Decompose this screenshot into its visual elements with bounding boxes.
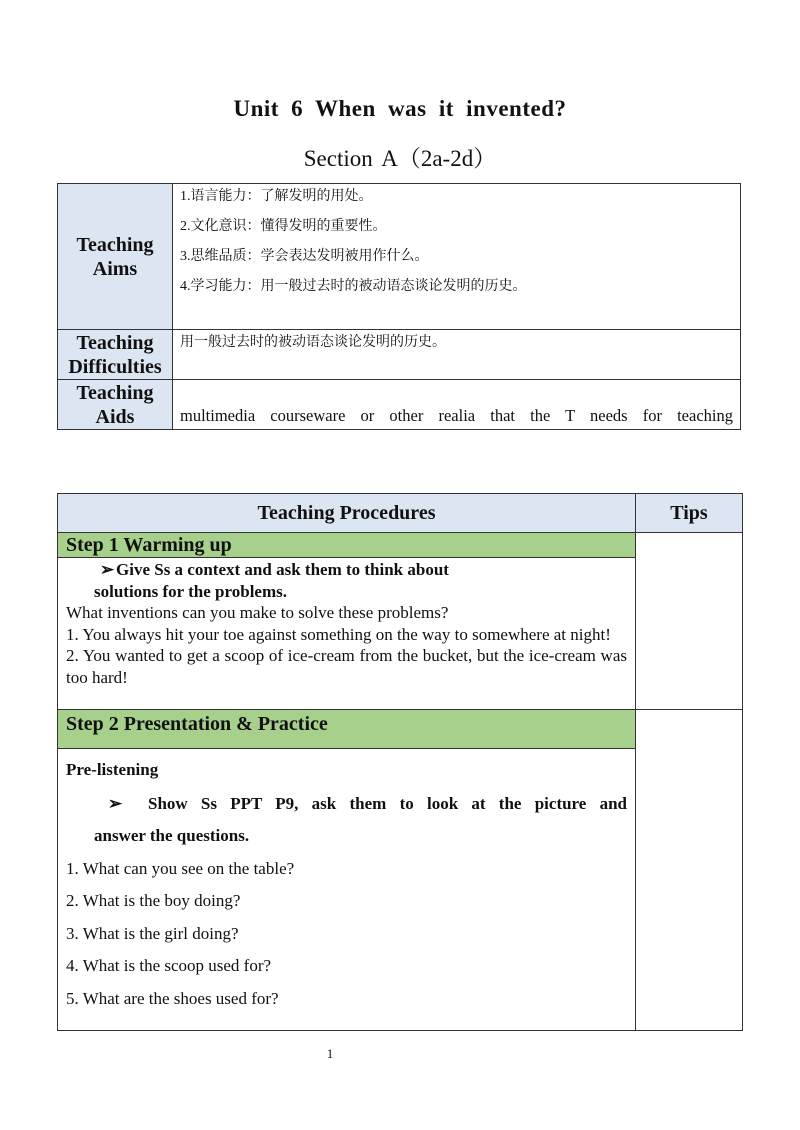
tips-header: Tips (636, 494, 743, 533)
aids-text: multimedia courseware or other realia that the T needs for teaching (180, 406, 733, 425)
step2-question: 4. What is the scoop used for? (66, 956, 272, 975)
step2-body (58, 749, 636, 1031)
step2-question: 2. What is the boy doing? (66, 891, 241, 910)
aids-label-text: Teaching Aids (76, 381, 154, 428)
arrow-bullet-icon: ➢ (100, 560, 115, 579)
aim-item: 1.语言能力：了解发明的用处。 (180, 189, 373, 204)
difficulties-content: 用一般过去时的被动语态谈论发明的历史。 (173, 330, 741, 380)
aids-row (58, 380, 741, 430)
step2-question: 1. What can you see on the table? (66, 858, 295, 878)
step2-question: 5. What are the shoes used for? (66, 988, 279, 1008)
step1-tips-cell (636, 533, 743, 710)
document-subtitle: Section A（2a-2d） (303, 146, 497, 171)
step2-question: 3. What is the girl doing? (66, 923, 239, 943)
step1-bullet-text: Give Ss a context and ask them to think about (116, 560, 449, 579)
step2-bullet-text: Show Ss PPT P9, ask them to look at the picture and (148, 794, 627, 813)
step1-item-2: 2. You wanted to get a scoop of ice-cream from the bucket, but the ice-cream was too hard! (66, 646, 627, 687)
step1-bullet (66, 559, 627, 581)
aims-row (58, 184, 741, 330)
step1-title: Step 1 Warming up (58, 533, 636, 558)
aims-content (173, 184, 741, 330)
teaching-procedures-table (57, 493, 743, 1031)
aids-label (58, 380, 173, 430)
aim-item: 4.学习能力：用一般过去时的被动语态谈论发明的历史。 (180, 279, 527, 294)
difficulties-row (58, 330, 741, 380)
aim-item: 2.文化意识：懂得发明的重要性。 (180, 219, 387, 234)
procedures-header: Teaching Procedures (58, 494, 636, 533)
step2-bullet (66, 793, 627, 815)
step2-title: Step 2 Presentation & Practice (58, 710, 636, 749)
aims-label-text: Teaching Aims (76, 233, 154, 280)
teaching-info-table (57, 183, 741, 430)
step1-body (58, 558, 636, 710)
aims-label (58, 184, 173, 330)
step1-question: What inventions can you make to solve these problems? (66, 603, 449, 622)
step2-header-row (58, 710, 743, 749)
step1-bullet-continued: solutions for the problems. (94, 581, 288, 601)
step2-bullet-continued: answer the questions. (94, 826, 250, 845)
aids-content (173, 380, 741, 430)
procedures-header-row (58, 494, 743, 533)
aim-item: 3.思维品质：学会表达发明被用作什么。 (180, 249, 429, 264)
difficulties-label-text: Teaching Difficulties (68, 331, 162, 378)
page-number: 1 (326, 1046, 334, 1061)
difficulties-label (58, 330, 173, 380)
document-title: Unit 6 When was it invented? (233, 96, 567, 121)
arrow-bullet-icon: ➢ (108, 794, 123, 813)
pre-listening-heading: Pre-listening (66, 760, 159, 779)
step1-item-1: 1. You always hit your toe against something on the way to somewhere at night! (66, 624, 611, 644)
step1-header-row (58, 533, 743, 558)
step2-tips-cell (636, 710, 743, 1031)
